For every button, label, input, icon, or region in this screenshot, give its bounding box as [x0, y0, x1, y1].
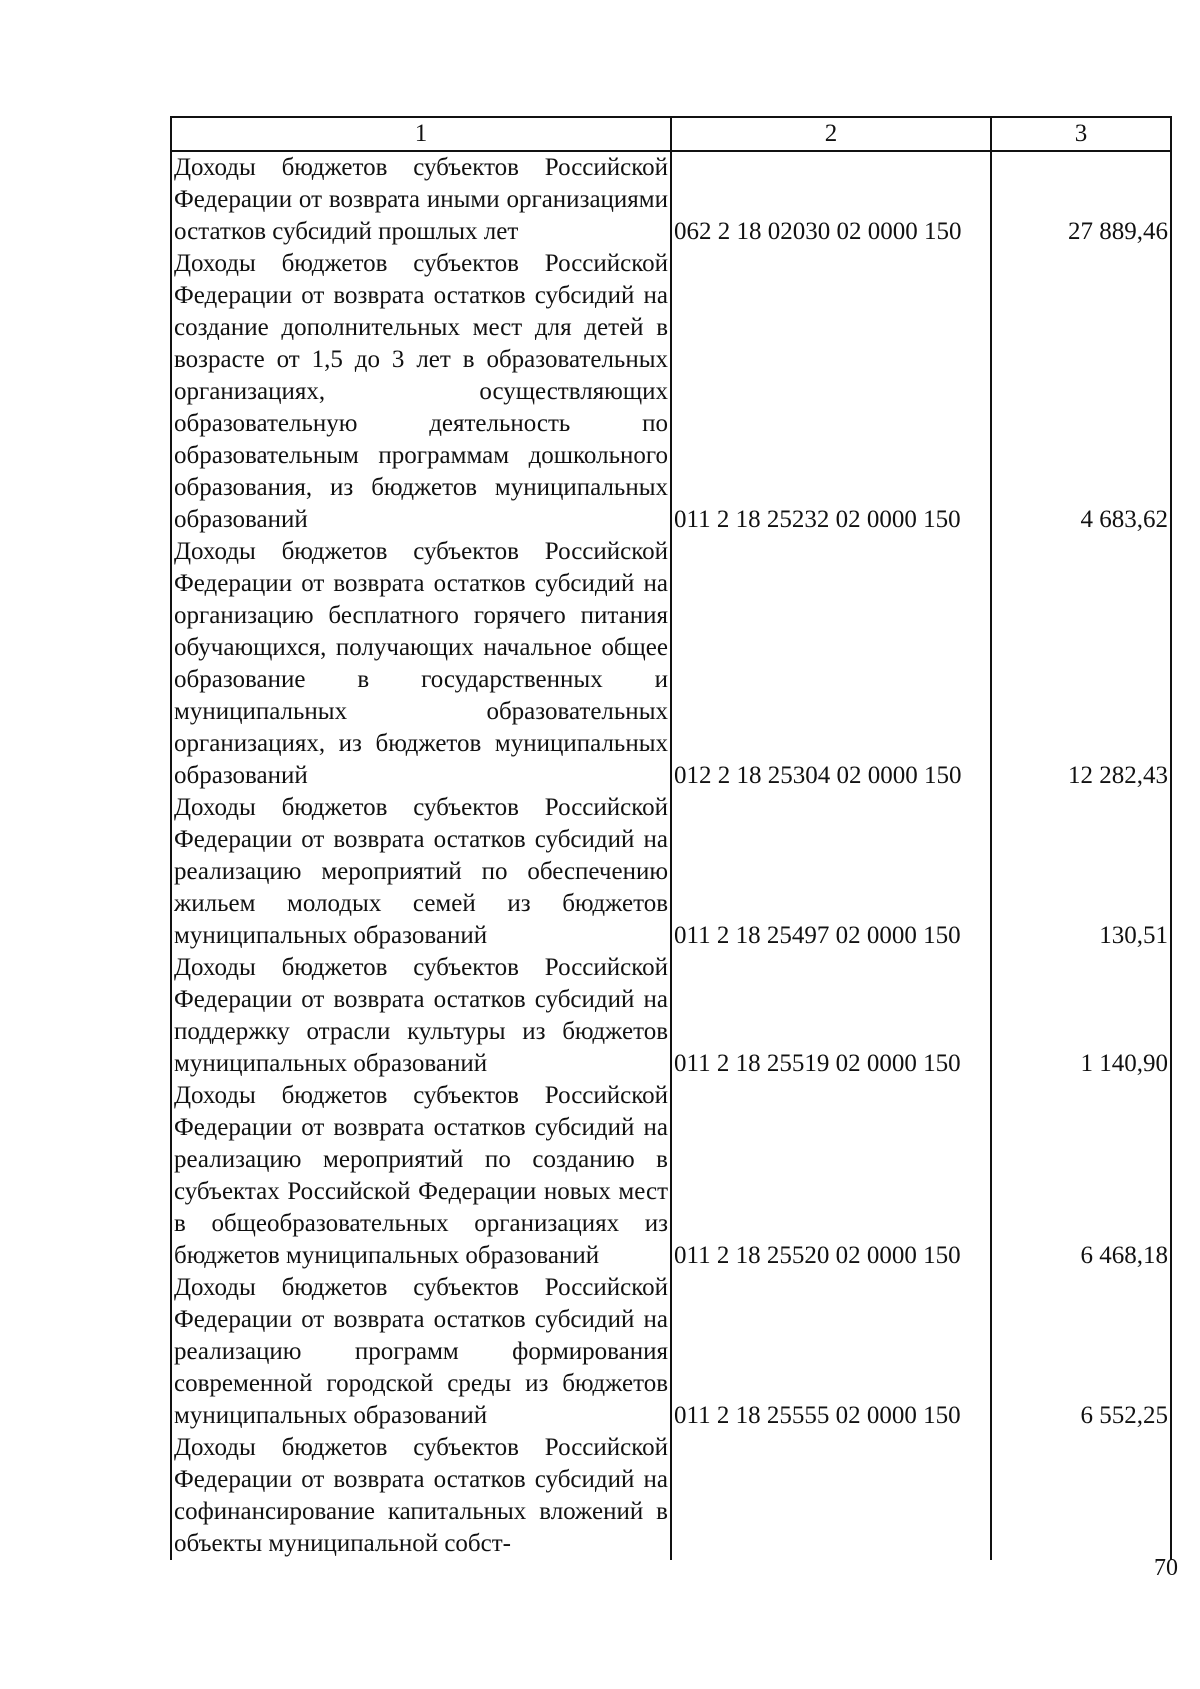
row-amount: 6 552,25: [991, 1272, 1171, 1432]
row-amount: 4 683,62: [991, 248, 1171, 536]
table-row: [171, 151, 1171, 248]
table-row: [171, 1432, 1171, 1560]
row-amount: 6 468,18: [991, 1080, 1171, 1272]
table-body: [171, 151, 1171, 1560]
row-description: Доходы бюджетов субъектов Российской Федерации от возврата остатков субсидий на организацию бесплатного горячего питания обучающихся, получающих начальное общее образование в государственных и муниципальных образовательных организациях, из бюджетов муниципальных образований: [171, 536, 671, 792]
table-row: [171, 792, 1171, 952]
row-description: Доходы бюджетов субъектов Российской Федерации от возврата остатков субсидий на создание дополнительных мест для детей в возрасте от 1,5 до 3 лет в образовательных организациях, осуществляющих образовательную деятельность по образовательным программам дошкольного образования, из бюджетов муниципальных образований: [171, 248, 671, 536]
row-description: Доходы бюджетов субъектов Российской Федерации от возврата остатков субсидий на реализацию программ формирования современной городской среды из бюджетов муниципальных образований: [171, 1272, 671, 1432]
row-description: Доходы бюджетов субъектов Российской Федерации от возврата остатков субсидий на реализацию мероприятий по обеспечению жильем молодых семей из бюджетов муниципальных образований: [171, 792, 671, 952]
row-code: 011 2 18 25555 02 0000 150: [671, 1272, 991, 1432]
row-code: 011 2 18 25497 02 0000 150: [671, 792, 991, 952]
column-header-2: 2: [671, 117, 991, 151]
table-row: [171, 248, 1171, 536]
row-description: Доходы бюджетов субъектов Российской Федерации от возврата иными организациями остатков субсидий прошлых лет: [171, 151, 671, 248]
revenue-table: [170, 116, 1172, 1560]
row-code: 012 2 18 25304 02 0000 150: [671, 536, 991, 792]
row-amount: 12 282,43: [991, 536, 1171, 792]
table-row: [171, 536, 1171, 792]
table-row: [171, 1272, 1171, 1432]
table-header: [171, 117, 1171, 151]
row-code: 062 2 18 02030 02 0000 150: [671, 151, 991, 248]
row-amount: [991, 1432, 1171, 1560]
row-code: 011 2 18 25520 02 0000 150: [671, 1080, 991, 1272]
table-row: [171, 952, 1171, 1080]
table-row: [171, 1080, 1171, 1272]
row-description: Доходы бюджетов субъектов Российской Федерации от возврата остатков субсидий на поддержку отрасли культуры из бюджетов муниципальных образований: [171, 952, 671, 1080]
row-amount: 27 889,46: [991, 151, 1171, 248]
row-amount: 1 140,90: [991, 952, 1171, 1080]
column-header-3: 3: [991, 117, 1171, 151]
row-code: 011 2 18 25519 02 0000 150: [671, 952, 991, 1080]
row-code: [671, 1432, 991, 1560]
row-code: 011 2 18 25232 02 0000 150: [671, 248, 991, 536]
page-number: 70: [1154, 1555, 1178, 1581]
row-description: Доходы бюджетов субъектов Российской Федерации от возврата остатков субсидий на реализацию мероприятий по созданию в субъектах Российской Федерации новых мест в общеобразовательных организациях из бюджетов муниципальных образований: [171, 1080, 671, 1272]
row-amount: 130,51: [991, 792, 1171, 952]
row-description: Доходы бюджетов субъектов Российской Федерации от возврата остатков субсидий на софинансирование капитальных вложений в объекты муниципальной собст-: [171, 1432, 671, 1560]
column-header-1: 1: [171, 117, 671, 151]
header-row: [171, 117, 1171, 151]
